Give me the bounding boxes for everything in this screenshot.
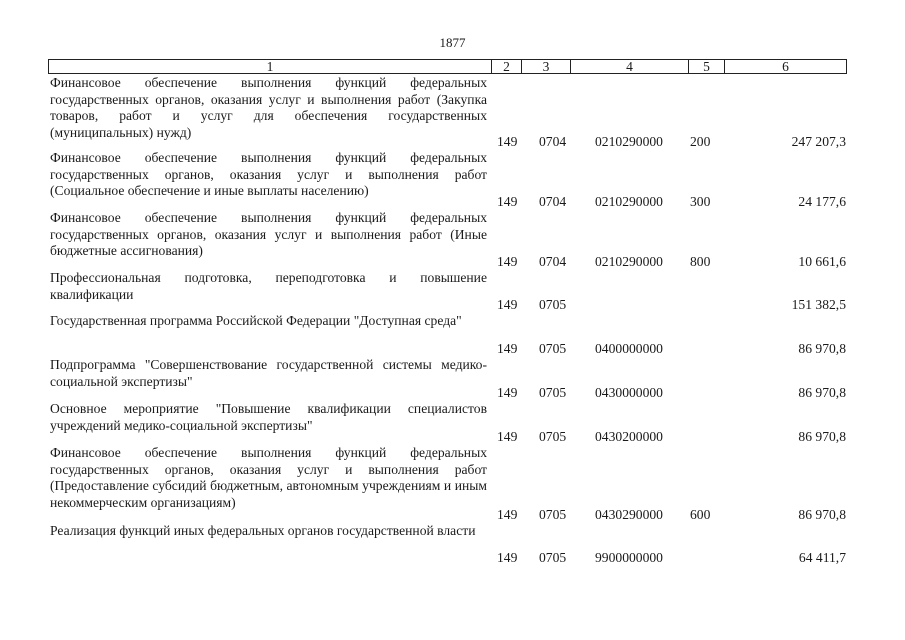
row-gr: 149 [497, 384, 518, 400]
row-sum: 64 411,7 [798, 549, 846, 565]
row-vr: 800 [690, 253, 711, 269]
row-csr: 0430200000 [595, 428, 663, 444]
header-col-2: 2 [492, 60, 522, 73]
row-description: Финансовое обеспечение выполнения функций федеральных государственных органов, оказания услуг и выполнения работ (Предоставление субсидий бюджетным, автономным учреждениям и иным некоммерческим организациям) [50, 445, 487, 510]
row-sum: 86 970,8 [798, 340, 846, 356]
table-row [50, 401, 846, 445]
row-gr: 149 [497, 506, 518, 522]
row-sum: 86 970,8 [798, 506, 846, 522]
row-vr: 200 [690, 133, 711, 149]
row-description: Основное мероприятие "Повышение квалификации специалистов учреждений медико-социальной экспертизы" [50, 401, 487, 433]
row-rz: 0705 [539, 549, 567, 565]
row-sum: 151 382,5 [791, 296, 846, 312]
header-col-4: 4 [571, 60, 689, 73]
header-col-6: 6 [782, 59, 789, 74]
row-vr: 300 [690, 193, 711, 209]
row-sum: 86 970,8 [798, 428, 846, 444]
row-rz: 0705 [539, 296, 567, 312]
table-row [50, 523, 846, 566]
table-row [50, 210, 846, 270]
row-rz: 0705 [539, 340, 567, 356]
row-sum: 10 661,6 [798, 253, 846, 269]
row-rz: 0704 [539, 193, 567, 209]
row-csr: 0430000000 [595, 384, 663, 400]
row-sum: 24 177,6 [798, 193, 846, 209]
table-row [50, 357, 846, 401]
row-csr: 9900000000 [595, 549, 663, 565]
row-description: Финансовое обеспечение выполнения функций федеральных государственных органов, оказания услуг и выполнения работ (Социальное обеспечение и иные выплаты населению) [50, 150, 487, 198]
row-gr: 149 [497, 428, 518, 444]
row-csr: 0430290000 [595, 506, 663, 522]
table-row [50, 75, 846, 150]
row-gr: 149 [497, 296, 518, 312]
table-row [50, 313, 846, 357]
row-rz: 0705 [539, 384, 567, 400]
row-description: Государственная программа Российской Федерации "Доступная среда" [50, 313, 462, 328]
row-csr: 0210290000 [595, 133, 663, 149]
row-gr: 149 [497, 253, 518, 269]
row-rz: 0705 [539, 428, 567, 444]
row-rz: 0705 [539, 506, 567, 522]
row-description: Подпрограмма "Совершенствование государственной системы медико-социальной экспертизы" [50, 357, 487, 389]
row-description: Финансовое обеспечение выполнения функций федеральных государственных органов, оказания услуг и выполнения работ (Закупка товаров, работ и услуг для обеспечения государственных (муниципальных) нужд) [50, 75, 487, 140]
page-number: 1877 [439, 35, 466, 50]
row-description: Финансовое обеспечение выполнения функций федеральных государственных органов, оказания услуг и выполнения работ (Иные бюджетные ассигнования) [50, 210, 487, 258]
table-body [50, 75, 846, 566]
row-gr: 149 [497, 340, 518, 356]
row-gr: 149 [497, 193, 518, 209]
row-csr: 0400000000 [595, 340, 663, 356]
row-description: Профессиональная подготовка, переподготовка и повышение квалификации [50, 270, 487, 302]
row-gr: 149 [497, 133, 518, 149]
row-vr: 600 [690, 506, 711, 522]
row-description: Реализация функций иных федеральных органов государственной власти [50, 523, 476, 538]
header-col-5: 5 [689, 60, 725, 73]
row-csr: 0210290000 [595, 253, 663, 269]
table-header [48, 59, 847, 74]
row-rz: 0704 [539, 253, 567, 269]
header-col-1: 1 [49, 60, 492, 73]
row-sum: 86 970,8 [798, 384, 846, 400]
table-row [50, 150, 846, 210]
row-csr: 0210290000 [595, 193, 663, 209]
table-row [50, 445, 846, 523]
table-row [50, 270, 846, 313]
row-sum: 247 207,3 [791, 133, 846, 149]
row-gr: 149 [497, 549, 518, 565]
row-rz: 0704 [539, 133, 567, 149]
header-col-3: 3 [522, 60, 571, 73]
